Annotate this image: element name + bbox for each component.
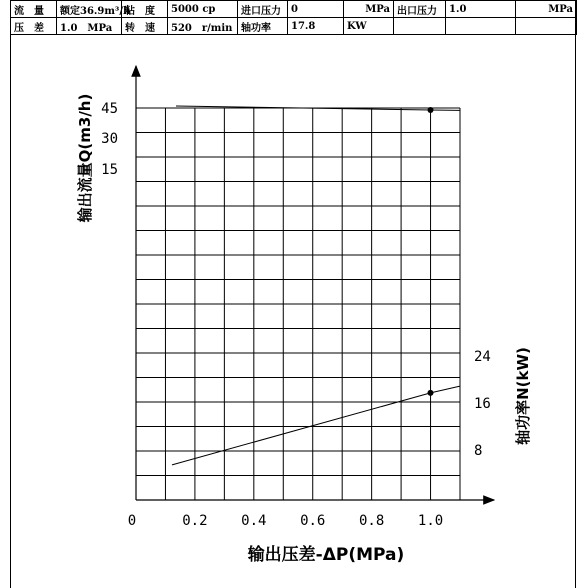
right-tick-label: 16 (474, 396, 491, 412)
x-tick-label: 0.8 (358, 513, 385, 529)
chart-series (172, 106, 460, 465)
x-tick-label: 0.6 (300, 513, 326, 529)
outlet-pressure-label: 出口压力 (394, 1, 446, 18)
left-axis-label: 输出流量Q(m3/h) (76, 93, 94, 223)
flow-label: 流 量 (11, 1, 57, 18)
inlet-pressure-value: 0 (288, 1, 344, 18)
shaft-power-value: 17.8 (288, 18, 344, 35)
right-tick-label: 24 (474, 349, 491, 365)
x-tick-label: 0.2 (182, 513, 208, 529)
x-axis-label: 输出压差-ΔP(MPa) (247, 545, 405, 565)
viscosity-label: 粘 度 (122, 1, 168, 18)
viscosity-value: 5000 cp (168, 1, 238, 18)
inlet-pressure-label: 进口压力 (238, 1, 288, 18)
pressure-diff-value: 1.0 MPa (57, 18, 122, 35)
power-rated-point (428, 390, 434, 396)
inlet-pressure-unit: MPa (344, 1, 394, 18)
flow-value: 额定36.9m³/h (57, 1, 122, 18)
left-tick-label: 45 (101, 101, 118, 117)
flow-rated-point (428, 107, 434, 113)
x-tick-label: 0.4 (241, 513, 267, 529)
left-tick-label: 15 (101, 162, 118, 178)
pressure-diff-label: 压 差 (11, 18, 57, 35)
x-tick-label: 0 (127, 513, 137, 529)
right-axis-label: 轴功率N(kW) (514, 347, 532, 445)
speed-label: 转 速 (122, 18, 168, 35)
x-tick-label: 1.0 (417, 513, 444, 529)
right-tick-label: 8 (474, 443, 483, 459)
outlet-pressure-unit: MPa (516, 1, 577, 18)
power-curve (172, 386, 460, 465)
shaft-power-label: 轴功率 (238, 18, 288, 35)
tick-labels (101, 101, 491, 529)
shaft-power-unit: KW (344, 18, 394, 35)
chart-grid (136, 108, 460, 500)
outlet-pressure-value: 1.0 (446, 1, 516, 18)
speed-value: 520 r/min (168, 18, 238, 35)
left-tick-label: 30 (101, 131, 118, 147)
